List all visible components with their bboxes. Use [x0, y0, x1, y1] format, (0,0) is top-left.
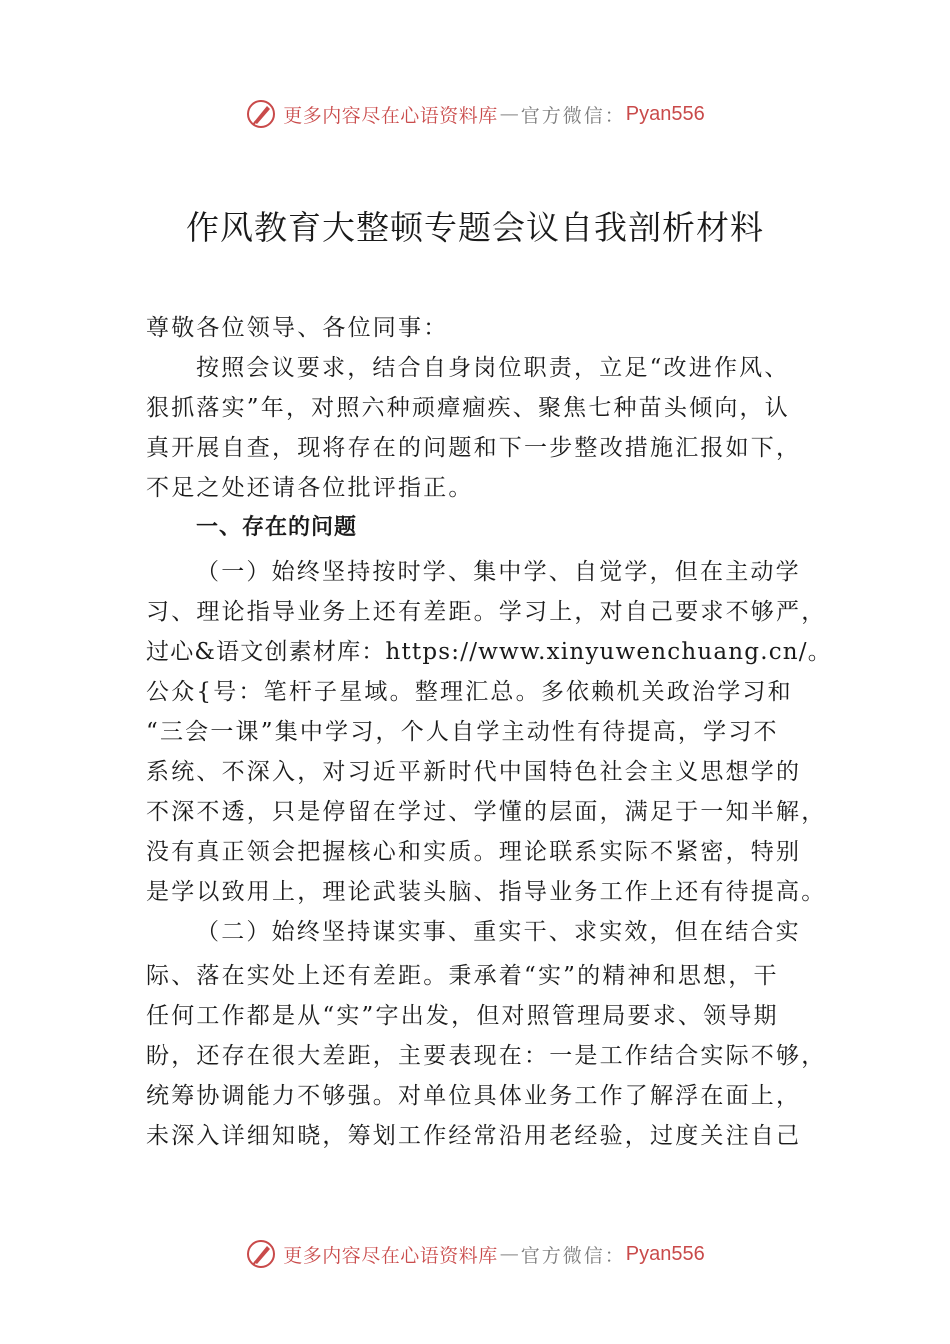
item1-line: 没有真正领会把握核心和实质。理论联系实际不紧密，特别 [146, 839, 802, 865]
intro-line: 不足之处还请各位批评指正。 [146, 475, 474, 501]
item1-line: 不深不透，只是停留在学过、学懂的层面，满足于一知半解， [146, 799, 827, 825]
item1-line: 系统、不深入，对习近平新时代中国特色社会主义思想学的 [146, 759, 802, 785]
quill-circle-logo-icon [245, 98, 277, 130]
item1-line: “三会一课”集中学习，个人自学主动性有待提高，学习不 [146, 719, 779, 745]
item2-line: 盼，还存在很大差距，主要表现在：一是工作结合实际不够， [146, 1043, 827, 1069]
footer-watermark-banner [0, 1234, 950, 1274]
document-body [146, 308, 832, 1156]
intro-line: 狠抓落实”年，对照六种顽瘴痼疾、聚焦七种苗头倾向，认 [146, 395, 790, 421]
item1-line: （一）始终坚持按时学、集中学、自觉学，但在主动学 [196, 559, 801, 585]
banner-wechat-id: Pyan556 [625, 102, 705, 125]
banner-brand-text: 更多内容尽在心语资料库 [283, 104, 498, 127]
document-title: 作风教育大整顿专题会议自我剖析材料 [186, 208, 764, 247]
intro-line: 真开展自查，现将存在的问题和下一步整改措施汇报如下， [146, 435, 802, 461]
item1-line: 是学以致用上，理论武装头脑、指导业务工作上还有待提高。 [146, 879, 827, 905]
banner-wechat-label: 官方微信： [520, 104, 626, 127]
banner-wechat-id: Pyan556 [625, 1242, 705, 1265]
quill-circle-logo-icon [245, 1238, 277, 1270]
header-watermark-banner [0, 94, 950, 134]
item1-line: 习、理论指导业务上还有差距。学习上，对自己要求不够严， [146, 599, 827, 625]
banner-brand-text: 更多内容尽在心语资料库 [283, 1244, 498, 1267]
item1-line: 公众{号：笔杆子星域。整理汇总。多依赖机关政治学习和 [146, 679, 793, 705]
item2-line: 未深入详细知晓，筹划工作经常沿用老经验，过度关注自己 [146, 1123, 802, 1149]
item1-line: 过心&语文创素材库：https://www.xinyuwenchuang.cn/。 [146, 639, 832, 665]
item2-line: 际、落在实处上还有差距。秉承着“实”的精神和思想，干 [146, 963, 779, 989]
item2-line: 任何工作都是从“实”字出发，但对照管理局要求、领导期 [146, 1003, 779, 1029]
banner-separator: — [499, 103, 519, 125]
item2-line: （二）始终坚持谋实事、重实干、求实效，但在结合实 [196, 919, 801, 945]
intro-line: 按照会议要求，结合自身岗位职责，立足“改进作风、 [196, 355, 790, 381]
banner-wechat-label: 官方微信： [520, 1244, 626, 1267]
salutation: 尊敬各位领导、各位同事： [146, 315, 449, 341]
item2-line: 统筹协调能力不够强。对单位具体业务工作了解浮在面上， [146, 1083, 802, 1109]
banner-separator: — [499, 1243, 519, 1265]
section-heading: 一、存在的问题 [196, 515, 358, 540]
